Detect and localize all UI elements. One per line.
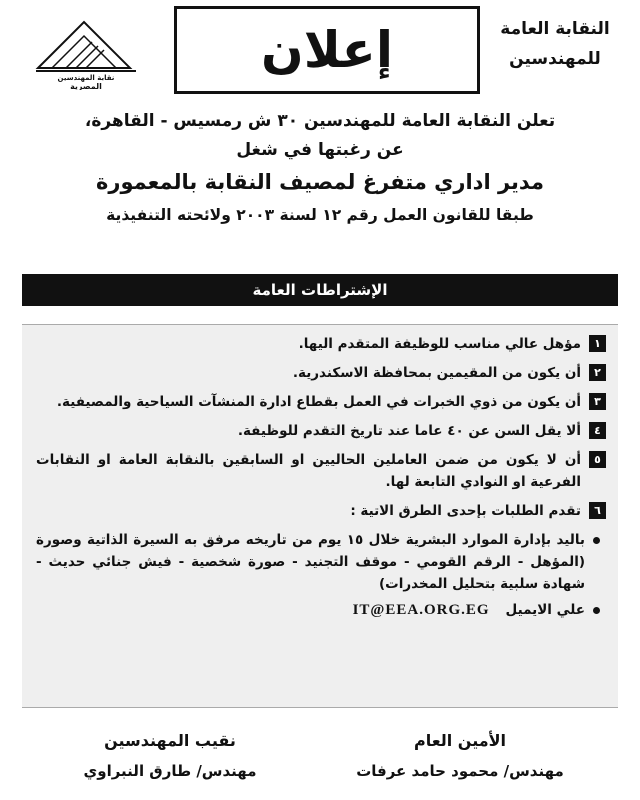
signature-role: الأمين العام: [413, 731, 507, 750]
job-title: مدير اداري متفرغ لمصيف النقابة بالمعمورة: [95, 170, 545, 194]
intro-line-2: عن رغبتها في شغل: [236, 140, 404, 160]
email-address: IT@EEA.ORG.EG: [352, 601, 490, 618]
condition-text: أن يكون من ذوي الخبرات في العمل بقطاع ادارة المنشآت السياحية والمصيفية.: [56, 394, 581, 410]
header: [6, 6, 634, 98]
organization-name: [480, 14, 630, 74]
announcement-title: [174, 6, 480, 94]
condition-text: أن لا يكون من ضمن العاملين الحاليين او السابقين بالنقابة العامة او النقابات الفرعية او النوادي التابعة لها.: [36, 452, 581, 490]
section-heading-text: الإشتراطات العامة: [252, 281, 388, 299]
condition-item: [36, 333, 606, 355]
signature-role: نقيب المهندسين: [104, 731, 236, 750]
signature-name: مهندس/ محمود حامد عرفات: [356, 762, 564, 780]
title-text: إعلان: [261, 21, 393, 79]
logo-text-line2: المصرية: [70, 82, 102, 90]
condition-item: [36, 391, 606, 413]
condition-item: [36, 362, 606, 384]
signature-syndicate-head: [40, 726, 300, 786]
method-email: [36, 599, 600, 621]
syndicate-logo-icon: [26, 18, 146, 90]
condition-number: ١: [589, 335, 606, 352]
condition-text: مؤهل عالي مناسب للوظيفة المتقدم اليها.: [298, 336, 581, 352]
condition-number: ٥: [589, 451, 606, 468]
org-name-line1: النقابة العامة: [500, 19, 610, 39]
condition-number: ٤: [589, 422, 606, 439]
logo-text-line1: نقابة المهندسين: [57, 74, 115, 82]
condition-item: [36, 420, 606, 442]
condition-number: ٣: [589, 393, 606, 410]
condition-item: [36, 449, 606, 493]
bullet-icon: [593, 537, 600, 544]
condition-text: أن يكون من المقيمين بمحافظة الاسكندرية.: [292, 365, 581, 381]
condition-number: ٢: [589, 364, 606, 381]
org-name-line2: للمهندسين: [509, 49, 601, 69]
conditions-list: [22, 324, 618, 708]
bullet-icon: [593, 607, 600, 614]
condition-text: تقدم الطلبات بإحدى الطرق الاتية :: [350, 503, 581, 519]
method-by-hand-text: باليد بإدارة الموارد البشرية خلال ١٥ يوم من تاريخه مرفق به السيرة الذاتية وصورة (المؤهل - الرقم القومي - موقف التجنيد - صورة شخصية - فيش جنائي حديث - شهادة سلبية بتحليل المخدرات): [36, 532, 585, 592]
legal-reference: طبقا للقانون العمل رقم ١٢ لسنة ٢٠٠٣ ولائحته التنفيذية: [106, 206, 534, 224]
method-by-hand: [36, 529, 600, 595]
condition-text: ألا يقل السن عن ٤٠ عاما عند تاريخ التقدم للوظيفة.: [237, 423, 581, 439]
signature-secretary-general: [320, 726, 600, 786]
intro-text: [20, 106, 620, 230]
condition-number: ٦: [589, 502, 606, 519]
signature-name: مهندس/ طارق النبراوي: [83, 762, 257, 780]
section-heading: [22, 274, 618, 306]
intro-line-1: تعلن النقابة العامة للمهندسين ٣٠ ش رمسيس - القاهرة،: [84, 111, 556, 131]
email-label: علي الايميل: [505, 602, 585, 618]
condition-item: [36, 500, 606, 522]
